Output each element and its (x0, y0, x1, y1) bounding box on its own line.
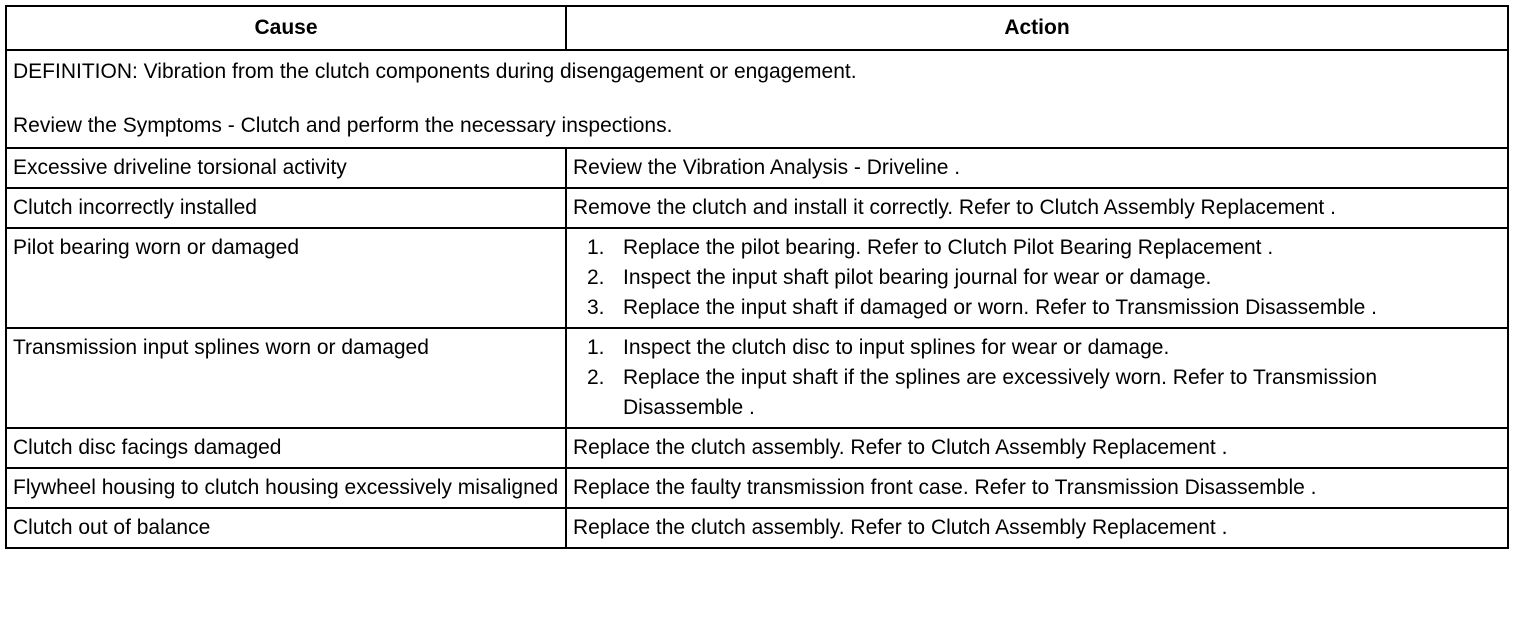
action-steps (573, 233, 1501, 323)
step-number: 3. (587, 296, 605, 319)
step-item (573, 233, 1501, 263)
definition-cell (6, 50, 1508, 148)
action-cell: Review the Vibration Analysis - Driveline . (566, 148, 1508, 188)
table-row (6, 148, 1508, 188)
cause-cell: Flywheel housing to clutch housing excessively misaligned (6, 468, 566, 508)
step-text: Inspect the input shaft pilot bearing journal for wear or damage. (623, 266, 1212, 289)
cause-cell: Clutch incorrectly installed (6, 188, 566, 228)
action-cell: Replace the clutch assembly. Refer to Clutch Assembly Replacement . (566, 428, 1508, 468)
action-header: Action (566, 6, 1508, 50)
cause-cell: Transmission input splines worn or damaged (6, 328, 566, 428)
step-item (573, 293, 1501, 323)
cause-cell: Clutch out of balance (6, 508, 566, 548)
table-row (6, 188, 1508, 228)
table-row (6, 228, 1508, 328)
step-item (573, 333, 1501, 363)
action-cell: Replace the faulty transmission front case. Refer to Transmission Disassemble . (566, 468, 1508, 508)
step-item (573, 263, 1501, 293)
cause-cell: Clutch disc facings damaged (6, 428, 566, 468)
table-row (6, 328, 1508, 428)
action-cell: Replace the clutch assembly. Refer to Clutch Assembly Replacement . (566, 508, 1508, 548)
diagnostic-table-container (5, 5, 1509, 549)
table-row (6, 508, 1508, 548)
step-number: 2. (587, 266, 605, 289)
step-text: Inspect the clutch disc to input splines for wear or damage. (623, 336, 1170, 359)
action-cell: Remove the clutch and install it correctly. Refer to Clutch Assembly Replacement . (566, 188, 1508, 228)
action-steps (573, 333, 1501, 423)
step-text: Replace the input shaft if damaged or worn. Refer to Transmission Disassemble . (623, 296, 1378, 319)
table-row (6, 428, 1508, 468)
cause-header: Cause (6, 6, 566, 50)
definition-text: DEFINITION: Vibration from the clutch components during disengagement or engagement. (13, 60, 857, 83)
diagnostic-table (5, 5, 1509, 549)
step-text: Replace the pilot bearing. Refer to Clutch Pilot Bearing Replacement . (623, 236, 1274, 259)
step-number: 2. (587, 366, 605, 389)
cause-cell: Excessive driveline torsional activity (6, 148, 566, 188)
review-text: Review the Symptoms - Clutch and perform the necessary inspections. (13, 114, 673, 137)
action-cell (566, 228, 1508, 328)
step-text: Replace the input shaft if the splines are excessively worn. Refer to Transmission Disassemble . (623, 366, 1378, 419)
table-row (6, 468, 1508, 508)
step-item (573, 363, 1501, 423)
cause-cell: Pilot bearing worn or damaged (6, 228, 566, 328)
header-row (6, 6, 1508, 50)
definition-row (6, 50, 1508, 148)
action-cell (566, 328, 1508, 428)
step-number: 1. (587, 236, 605, 259)
step-number: 1. (587, 336, 605, 359)
